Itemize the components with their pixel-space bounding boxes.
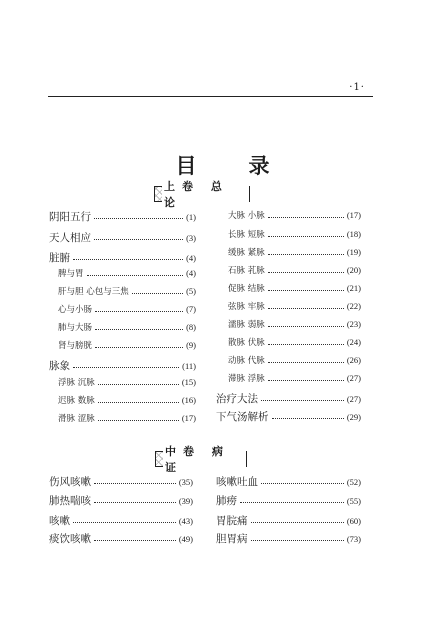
toc-leader-dots [95, 310, 183, 312]
toc-entry[interactable] [228, 354, 361, 366]
header-rule [48, 96, 373, 97]
toc-entry[interactable] [228, 300, 361, 312]
toc-entry[interactable] [228, 372, 361, 384]
toc-entry-label: 迟脉 数脉 [58, 396, 95, 406]
toc-entry-page: (73) [346, 534, 361, 544]
toc-entry[interactable] [228, 282, 361, 294]
toc-leader-dots [98, 383, 179, 385]
toc-entry-page: (11) [182, 361, 196, 371]
toc-leader-dots [251, 521, 344, 523]
toc-leader-dots [87, 274, 184, 276]
toc-entry-label: 脏腑 [49, 252, 70, 264]
toc-entry[interactable] [49, 230, 196, 245]
toc-entry-label: 散脉 伏脉 [228, 338, 265, 348]
toc-entry-label: 肝与胆 心包与三焦 [58, 287, 129, 297]
toc-entry-label: 长脉 短脉 [228, 230, 265, 240]
toc-entry-label: 胃脘痛 [216, 515, 248, 527]
toc-entry-label: 濡脉 弱脉 [228, 320, 265, 330]
toc-entry[interactable] [58, 339, 196, 351]
toc-entry-label: 心与小肠 [58, 305, 93, 315]
toc-entry-label: 肺与大肠 [58, 323, 93, 333]
toc-leader-dots [98, 419, 179, 421]
toc-leader-dots [73, 521, 176, 523]
toc-entry-page: (8) [186, 322, 196, 332]
toc-entry-label: 滞脉 浮脉 [228, 374, 265, 384]
toc-entry-label: 下气汤解析 [216, 411, 269, 423]
toc-entry-label: 胆胃病 [216, 533, 248, 545]
toc-leader-dots [268, 343, 344, 345]
section-banner-1 [154, 180, 250, 209]
toc-entry-label: 滑脉 涩脉 [58, 414, 95, 424]
toc-entry[interactable] [228, 336, 361, 348]
toc-entry-label: 咳嗽吐血 [216, 476, 258, 488]
toc-entry[interactable] [58, 394, 196, 406]
toc-entry[interactable] [216, 493, 361, 508]
toc-entry-page: (1) [186, 212, 196, 222]
toc-entry-page: (43) [178, 516, 193, 526]
toc-entry[interactable] [49, 474, 193, 489]
toc-leader-dots [272, 417, 344, 419]
toc-leader-dots [268, 379, 344, 381]
toc-entry-label: 咳嗽 [49, 515, 70, 527]
toc-entry-page: (18) [346, 229, 361, 239]
toc-leader-dots [132, 292, 183, 294]
toc-leader-dots [73, 366, 179, 368]
toc-leader-dots [268, 325, 344, 327]
toc-entry-label: 动脉 代脉 [228, 356, 265, 366]
toc-entry-page: (55) [346, 496, 361, 506]
toc-entry[interactable] [216, 474, 361, 489]
toc-entry-page: (9) [186, 340, 196, 350]
toc-leader-dots [240, 501, 344, 503]
toc-leader-dots [94, 238, 183, 240]
toc-entry-page: (35) [178, 477, 193, 487]
toc-entry-page: (20) [346, 265, 361, 275]
toc-entry[interactable] [49, 250, 196, 265]
toc-leader-dots [94, 217, 183, 219]
toc-entry-page: (17) [181, 413, 196, 423]
toc-entry[interactable] [58, 321, 196, 333]
toc-entry[interactable] [228, 246, 361, 258]
toc-entry-page: (39) [178, 496, 193, 506]
toc-entry[interactable] [216, 513, 361, 528]
toc-entry-page: (23) [346, 319, 361, 329]
toc-leader-dots [251, 539, 344, 541]
toc-entry[interactable] [228, 318, 361, 330]
toc-entry-page: (4) [186, 253, 196, 263]
toc-leader-dots [268, 235, 344, 237]
toc-entry-label: 阴阳五行 [49, 211, 91, 223]
toc-entry-page: (27) [346, 373, 361, 383]
toc-entry-page: (52) [346, 477, 361, 487]
toc-entry-page: (26) [346, 355, 361, 365]
toc-entry-page: (22) [346, 301, 361, 311]
toc-entry-label: 肾与膀胱 [58, 341, 93, 351]
toc-entry[interactable] [228, 228, 361, 240]
toc-entry-page: (4) [186, 268, 196, 278]
toc-entry[interactable] [216, 409, 361, 424]
toc-entry-page: (27) [346, 394, 361, 404]
toc-entry-page: (24) [346, 337, 361, 347]
toc-entry-page: (29) [346, 412, 361, 422]
toc-entry-page: (60) [346, 516, 361, 526]
toc-entry-label: 伤风咳嗽 [49, 476, 91, 488]
toc-entry[interactable] [216, 391, 361, 406]
toc-leader-dots [95, 346, 183, 348]
toc-leader-dots [268, 271, 344, 273]
toc-entry-page: (49) [178, 534, 193, 544]
toc-leader-dots [268, 307, 344, 309]
toc-entry[interactable] [49, 209, 196, 224]
toc-entry-label: 缓脉 紧脉 [228, 248, 265, 258]
toc-entry[interactable] [49, 358, 196, 373]
toc-entry[interactable] [228, 264, 361, 276]
toc-entry-page: (7) [186, 304, 196, 314]
page-number: ·1· [349, 82, 365, 93]
toc-entry[interactable] [49, 513, 193, 528]
toc-entry-page: (5) [186, 286, 196, 296]
toc-entry-label: 弦脉 牢脉 [228, 302, 265, 312]
toc-entry[interactable] [228, 209, 361, 221]
toc-leader-dots [261, 482, 344, 484]
toc-entry-label: 脾与胃 [58, 269, 84, 279]
toc-entry[interactable] [58, 267, 196, 279]
toc-entry-page: (19) [346, 247, 361, 257]
toc-leader-dots [268, 361, 344, 363]
toc-entry-label: 天人相应 [49, 232, 91, 244]
toc-leader-dots [98, 401, 179, 403]
toc-entry-label: 石脉 芤脉 [228, 266, 265, 276]
toc-entry-label: 痰饮咳嗽 [49, 533, 91, 545]
toc-entry[interactable] [58, 285, 196, 297]
toc-leader-dots [94, 539, 176, 541]
toc-entry[interactable] [58, 412, 196, 424]
toc-leader-dots [73, 258, 183, 260]
toc-leader-dots [261, 399, 344, 401]
toc-entry-label: 大脉 小脉 [228, 211, 265, 221]
section-banner-2 [155, 445, 247, 474]
toc-entry[interactable] [58, 303, 196, 315]
toc-entry-label: 治疗大法 [216, 393, 258, 405]
toc-entry[interactable] [49, 493, 193, 508]
toc-entry-label: 促脉 结脉 [228, 284, 265, 294]
toc-entry-page: (3) [186, 233, 196, 243]
toc-leader-dots [95, 328, 183, 330]
toc-entry-page: (15) [181, 377, 196, 387]
toc-entry-label: 脉象 [49, 360, 70, 372]
toc-entry-label: 肺痨 [216, 495, 237, 507]
toc-leader-dots [268, 289, 344, 291]
toc-entry[interactable] [216, 531, 361, 546]
toc-entry[interactable] [49, 531, 193, 546]
toc-leader-dots [268, 253, 344, 255]
toc-entry-label: 肺热喘咳 [49, 495, 91, 507]
toc-entry-page: (17) [346, 210, 361, 220]
page-title: 目录 [175, 153, 322, 178]
toc-leader-dots [94, 482, 176, 484]
toc-entry[interactable] [58, 376, 196, 388]
toc-leader-dots [268, 216, 344, 218]
section-banner-1-label: 上卷 总 论 [162, 178, 249, 210]
toc-leader-dots [94, 501, 176, 503]
toc-entry-page: (21) [346, 283, 361, 293]
toc-entry-label: 浮脉 沉脉 [58, 378, 95, 388]
section-banner-2-label: 中卷 病 证 [163, 443, 246, 475]
toc-entry-page: (16) [181, 395, 196, 405]
